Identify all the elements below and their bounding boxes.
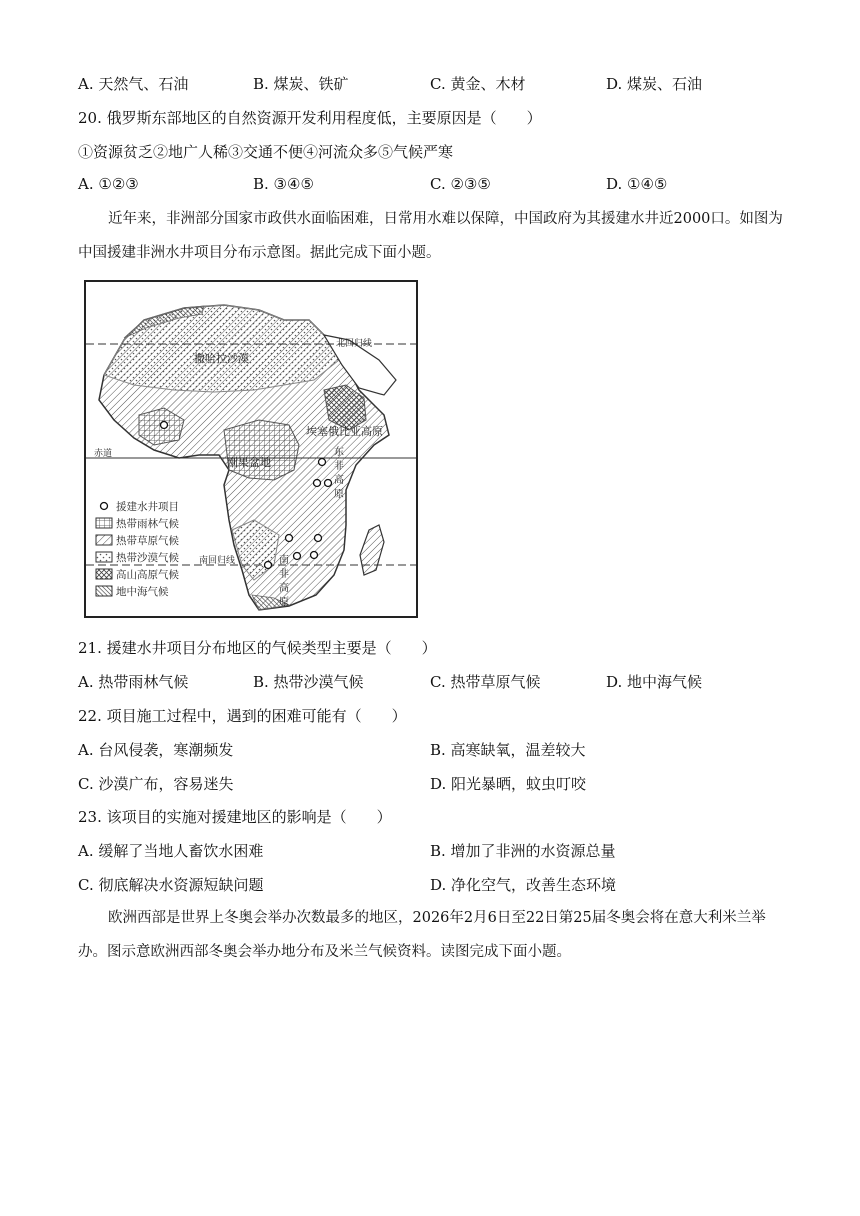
well-marker [265,562,272,569]
q21-option-d: D. 地中海气候 [606,673,703,691]
q19-option-c: C. 黄金、木材 [430,75,526,93]
well-marker [286,535,293,542]
legend-mediterranean-label: 地中海气候 [116,586,169,598]
svg-text:高: 高 [334,475,344,486]
well-marker [315,535,322,542]
tropic-of-capricorn-label: 南回归线 [199,556,236,566]
q20-option-c: C. ②③⑤ [430,175,491,193]
legend-savanna-icon [96,535,112,545]
svg-text:原: 原 [279,597,289,608]
svg-text:南: 南 [279,555,289,566]
q22-option-d: D. 阳光暴晒，蚊虫叮咬 [430,775,587,793]
africa-map-figure [84,280,418,618]
well-marker [294,553,301,560]
q20-items: ①资源贫乏②地广人稀③交通不便④河流众多⑤气候严寒 [78,143,454,161]
tropic-of-cancer-label: 北回归线 [336,339,373,349]
q21-option-c: C. 热带草原气候 [430,673,541,691]
legend-well-label: 援建水井项目 [116,501,179,513]
q23-stem: 23. 该项目的实施对援建地区的影响是（ ） [78,808,392,826]
q22-option-a: A. 台风侵袭，寒潮频发 [78,741,234,759]
q20-option-b: B. ③④⑤ [253,175,314,193]
q19-option-a: A. 天然气、石油 [78,75,189,93]
legend-desert-label: 热带沙漠气候 [116,552,179,564]
well-marker [314,480,321,487]
legend-rainforest-icon [96,518,112,528]
well-marker [161,422,168,429]
well-marker [325,480,332,487]
legend-highland-icon [96,569,112,579]
q23-option-d: D. 净化空气，改善生态环境 [430,876,617,894]
q20-stem: 20. 俄罗斯东部地区的自然资源开发利用程度低，主要原因是（ ） [78,109,542,127]
legend-highland-label: 高山高原气候 [116,569,179,581]
svg-text:原: 原 [334,489,344,500]
q22-option-b: B. 高寒缺氧，温差较大 [430,741,586,759]
legend-rainforest-label: 热带雨林气候 [116,518,179,530]
well-marker [319,459,326,466]
q22-stem: 22. 项目施工过程中，遇到的困难可能有（ ） [78,707,407,725]
q23-option-a: A. 缓解了当地人畜饮水困难 [78,842,264,860]
q21-stem: 21. 援建水井项目分布地区的气候类型主要是（ ） [78,639,437,657]
legend-savanna-label: 热带草原气候 [116,535,179,547]
q21-option-b: B. 热带沙漠气候 [253,673,364,691]
legend-well-icon [101,503,108,510]
q23-option-c: C. 彻底解决水资源短缺问题 [78,876,264,894]
intro-paragraph-olympics: 欧洲西部是世界上冬奥会举办次数最多的地区，2026年2月6日至22日第25届冬奥会将在意大利米兰举办。图示意欧洲西部冬奥会举办地分布及米兰气候资料。读图完成下面小题。 [78,910,766,960]
q19-option-b: B. 煤炭、铁矿 [253,75,349,93]
q20-option-d: D. ①④⑤ [606,175,668,193]
ethiopian-highland-label: 埃塞俄比亚高原 [306,425,383,438]
q19-option-d: D. 煤炭、石油 [606,75,703,93]
equator-label: 赤道 [94,449,113,459]
q21-option-a: A. 热带雨林气候 [78,673,189,691]
q22-option-c: C. 沙漠广布，容易迷失 [78,775,234,793]
svg-text:高: 高 [279,583,289,594]
congo-basin-label: 刚果盆地 [227,456,271,469]
sahara-label: 撒哈拉沙漠 [194,352,249,365]
africa-map [84,280,418,618]
svg-text:非: 非 [334,461,344,472]
svg-text:非: 非 [279,569,289,580]
rainforest-zone [224,420,299,480]
legend-mediterranean-icon [96,586,112,596]
q23-option-b: B. 增加了非洲的水资源总量 [430,842,616,860]
svg-text:东: 东 [334,447,344,458]
q20-option-a: A. ①②③ [78,175,139,193]
well-marker [311,552,318,559]
legend-desert-icon [96,552,112,562]
intro-paragraph-africa: 近年来，非洲部分国家市政供水面临困难，日常用水难以保障，中国政府为其援建水井近2000口。如图为中国援建非洲水井项目分布示意图。据此完成下面小题。 [78,211,783,261]
